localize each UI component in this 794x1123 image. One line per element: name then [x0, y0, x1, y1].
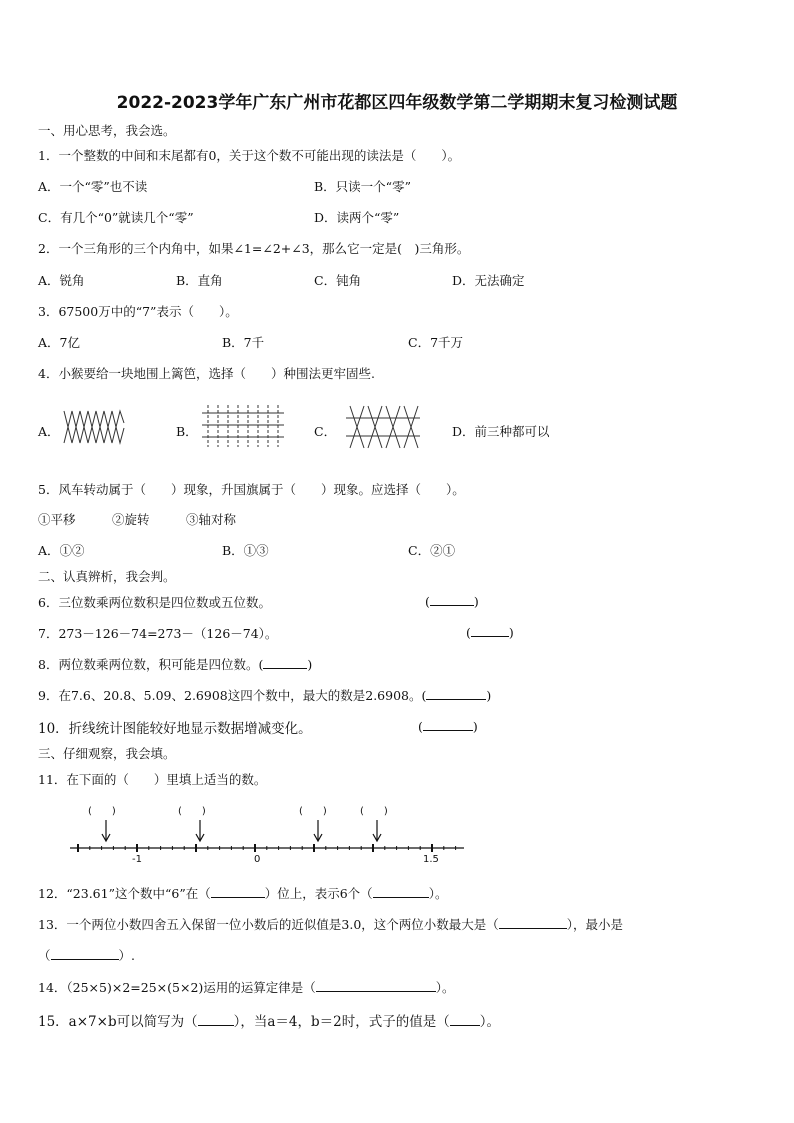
- paren-left: (: [425, 594, 430, 609]
- question-4-option-b[interactable]: B．: [176, 424, 198, 439]
- answer-blank-2[interactable]: [373, 885, 429, 898]
- question-2-option-a[interactable]: A．锐角: [38, 273, 85, 288]
- answer-blank-1[interactable]: [499, 916, 567, 929]
- tick-label-minus-1: -1: [132, 854, 142, 865]
- answer-blank[interactable]: [423, 718, 473, 731]
- question-12-line: [38, 884, 447, 902]
- question-3-option-c[interactable]: C．7千万: [408, 335, 464, 350]
- answer-blank[interactable]: [263, 656, 307, 669]
- question-1-option-b[interactable]: B．只读一个“零”: [314, 179, 411, 194]
- paren-right: ): [473, 594, 479, 609]
- question-8-line: [38, 655, 312, 673]
- fence-cross-image: [346, 404, 420, 450]
- number-line-figure: [66, 800, 476, 870]
- question-5-choice-2: ②旋转: [112, 512, 150, 527]
- question-9-line: [38, 686, 491, 704]
- question-3-stem: 3．67500万中的“7”表示（ ）。: [38, 304, 238, 319]
- section-heading-3: 三、仔细观察，我会填。: [38, 746, 176, 761]
- question-14-part-a: 14．（25×5)×2=25×(5×2)运用的运算定律是（: [38, 980, 316, 995]
- question-13-line-2: [38, 946, 135, 964]
- question-5-choice-1: ①平移: [38, 512, 76, 527]
- question-13-part-d: ）.: [118, 948, 135, 963]
- question-2-option-c[interactable]: C．钝角: [314, 273, 362, 288]
- question-4-stem: 4．小猴要给一块地围上篱笆，选择（ ）种围法更牢固些.: [38, 366, 375, 381]
- question-5-stem: 5．风车转动属于（ ）现象，升国旗属于（ ）现象。应选择（ ）。: [38, 482, 465, 497]
- question-12-part-c: ）。: [428, 886, 448, 901]
- page-title: 2022-2023学年广东广州市花都区四年级数学第二学期期末复习检测试题: [116, 93, 678, 113]
- question-5-choice-3: ③轴对称: [186, 512, 237, 527]
- paren-left: (: [418, 719, 423, 734]
- answer-blank[interactable]: [471, 624, 509, 637]
- marker-blank-3[interactable]: ( ): [299, 806, 327, 817]
- question-12-part-b: ）位上，表示6个（: [264, 886, 373, 901]
- question-4-option-c[interactable]: C．: [314, 424, 337, 439]
- fence-zigzag-image: [62, 408, 126, 448]
- question-5-option-a[interactable]: A．①②: [38, 543, 85, 558]
- paren-right: ): [508, 625, 514, 640]
- question-4-option-a[interactable]: A．: [38, 424, 60, 439]
- question-1-stem: 1．一个整数的中间和末尾都有0，关于这个数不可能出现的读法是（ ）。: [38, 148, 461, 163]
- question-13-part-b: ），最小是: [566, 917, 624, 932]
- paren-right: ): [472, 719, 478, 734]
- question-6-answer-box[interactable]: [425, 593, 479, 609]
- question-3-option-b[interactable]: B．7千: [222, 335, 265, 350]
- question-13-line-1: [38, 915, 623, 933]
- tick-label-0: 0: [254, 854, 261, 865]
- question-15-part-a: 15．a×7×b可以简写为（: [38, 1014, 198, 1030]
- question-10-answer-box[interactable]: [418, 718, 478, 734]
- paren-right: ): [307, 657, 313, 672]
- question-1-option-c[interactable]: C．有几个“0”就读几个“零”: [38, 210, 194, 225]
- section-heading-2: 二、认真辨析，我会判。: [38, 569, 176, 584]
- question-1-option-a[interactable]: A．一个“零”也不读: [38, 179, 148, 194]
- question-9-text: 9．在7.6、20.8、5.09、2.6908这四个数中，最大的数是2.6908。(: [38, 688, 427, 703]
- question-13-part-c: （: [38, 948, 51, 963]
- question-15-part-b: ），当a＝4，b＝2时，式子的值是（: [233, 1014, 450, 1030]
- question-10-text: 10．折线统计图能较好地显示数据增减变化。: [38, 721, 312, 737]
- tick-label-1-5: 1.5: [423, 854, 439, 865]
- question-2-stem: 2．一个三角形的三个内角中，如果∠1=∠2+∠3，那么它一定是( )三角形。: [38, 241, 470, 256]
- question-12-part-a: 12．“23.61”这个数中“6”在（: [38, 886, 211, 901]
- marker-blank-4[interactable]: ( ): [360, 806, 388, 817]
- answer-blank-2[interactable]: [51, 947, 119, 960]
- question-5-option-b[interactable]: B．①③: [222, 543, 269, 558]
- paren-left: (: [466, 625, 471, 640]
- question-8-text: 8．两位数乘两位数，积可能是四位数。(: [38, 657, 264, 672]
- question-2-option-b[interactable]: B．直角: [176, 273, 223, 288]
- question-3-option-a[interactable]: A．7亿: [38, 335, 80, 350]
- question-15-line: [38, 1010, 500, 1030]
- question-13-part-a: 13．一个两位小数四舍五入保留一位小数后的近似值是3.0，这个两位小数最大是（: [38, 917, 499, 932]
- marker-blank-1[interactable]: ( ): [88, 806, 116, 817]
- answer-blank[interactable]: [430, 593, 474, 606]
- answer-blank-2[interactable]: [450, 1013, 480, 1026]
- question-7-text: 7．273－126－74=273－（126－74）。: [38, 626, 278, 641]
- question-14-line: [38, 978, 455, 996]
- question-1-option-d[interactable]: D．读两个“零”: [314, 210, 400, 225]
- question-5-option-c[interactable]: C．②①: [408, 543, 456, 558]
- question-14-part-b: ）。: [435, 980, 455, 995]
- paren-right: ): [486, 688, 492, 703]
- question-6-text: 6．三位数乘两位数积是四位数或五位数。: [38, 595, 271, 610]
- question-2-option-d[interactable]: D．无法确定: [452, 273, 525, 288]
- question-4-option-d[interactable]: D．前三种都可以: [452, 424, 550, 439]
- answer-blank[interactable]: [316, 979, 436, 992]
- marker-blank-2[interactable]: ( ): [178, 806, 206, 817]
- answer-blank-1[interactable]: [198, 1013, 234, 1026]
- question-15-part-c: ）。: [479, 1014, 500, 1030]
- fence-grid-image: [202, 405, 284, 447]
- answer-blank[interactable]: [426, 687, 486, 700]
- question-7-answer-box[interactable]: [466, 624, 514, 640]
- answer-blank-1[interactable]: [211, 885, 265, 898]
- question-11-text: 11．在下面的（ ）里填上适当的数。: [38, 772, 267, 787]
- section-heading-1: 一、用心思考，我会选。: [38, 123, 176, 138]
